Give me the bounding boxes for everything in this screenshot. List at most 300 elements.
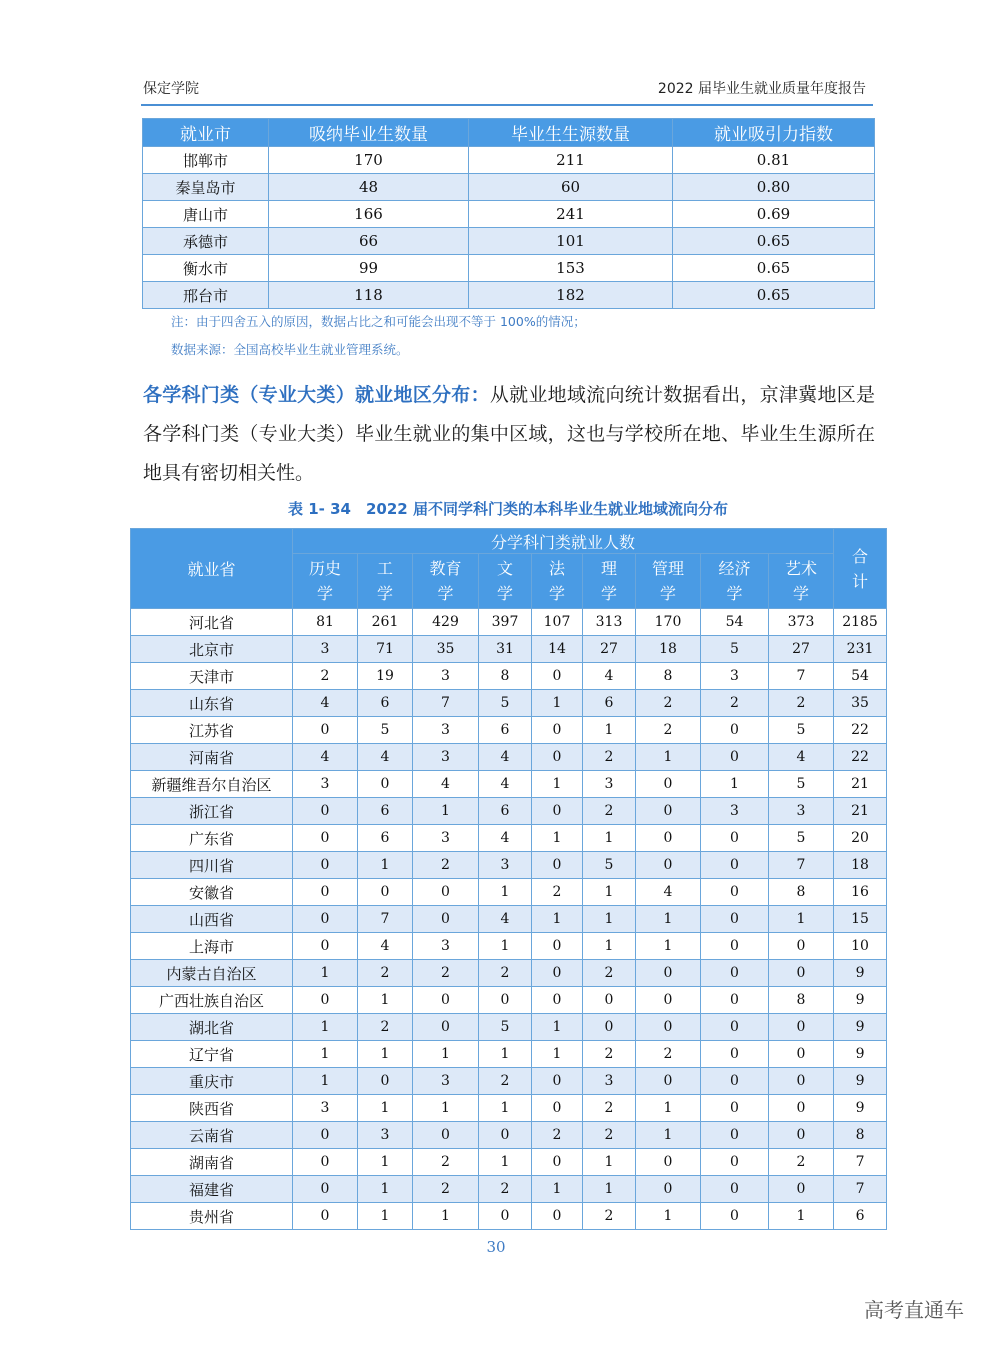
city-attraction-table	[142, 118, 875, 309]
table-cell: 0	[293, 1149, 358, 1176]
table-caption: 表 1- 34 2022 届不同学科门类的本科毕业生就业地域流向分布	[288, 500, 728, 518]
table-cell: 0	[769, 1122, 834, 1149]
table-cell: 0	[413, 987, 479, 1014]
city-name-cell: 衡水市	[143, 255, 269, 282]
table-cell: 66	[269, 228, 469, 255]
subject-header	[479, 554, 532, 609]
table-cell: 4	[769, 744, 834, 771]
table-cell: 7	[834, 1149, 887, 1176]
table-cell: 0	[479, 1122, 532, 1149]
city-col-header: 吸纳毕业生数量	[269, 119, 469, 147]
table-cell: 1	[479, 933, 532, 960]
table-cell: 0	[358, 1068, 413, 1095]
table-cell: 9	[834, 1014, 887, 1041]
table-row	[131, 1014, 887, 1041]
table-cell: 0	[293, 933, 358, 960]
table-cell: 3	[479, 852, 532, 879]
table-cell: 0	[413, 879, 479, 906]
table-cell: 14	[532, 636, 583, 663]
table-cell: 5	[769, 825, 834, 852]
header-report-title: 2022 届毕业生就业质量年度报告	[657, 81, 866, 97]
table-row	[131, 636, 887, 663]
table-cell: 6	[358, 825, 413, 852]
table-cell: 0	[293, 852, 358, 879]
table-row	[131, 1149, 887, 1176]
table-cell: 1	[358, 1149, 413, 1176]
province-name-cell: 浙江省	[131, 798, 293, 825]
table-cell: 3	[413, 1068, 479, 1095]
table-cell: 1	[293, 1068, 358, 1095]
table-cell: 5	[358, 717, 413, 744]
table-cell: 0	[636, 798, 701, 825]
table-row	[131, 1041, 887, 1068]
table-cell: 0.65	[673, 282, 875, 309]
table-row	[131, 879, 887, 906]
table-cell: 7	[358, 906, 413, 933]
table-row	[131, 933, 887, 960]
table-cell: 429	[413, 609, 479, 636]
province-name-cell: 福建省	[131, 1176, 293, 1203]
table-row	[131, 1203, 887, 1230]
table-cell: 0	[769, 960, 834, 987]
table-cell: 1	[413, 1095, 479, 1122]
table-cell: 0	[636, 1176, 701, 1203]
province-name-cell: 广东省	[131, 825, 293, 852]
table-cell: 5	[479, 690, 532, 717]
table-cell: 0	[636, 771, 701, 798]
table-cell: 5	[701, 636, 769, 663]
subject-table-header-row-1	[131, 529, 887, 554]
table-cell: 6	[479, 717, 532, 744]
table-cell: 0	[583, 1014, 636, 1041]
table-cell: 2	[636, 690, 701, 717]
province-name-cell: 安徽省	[131, 879, 293, 906]
table-cell: 0	[701, 1041, 769, 1068]
table-cell: 16	[834, 879, 887, 906]
table-cell: 4	[479, 771, 532, 798]
table-cell: 1	[479, 1095, 532, 1122]
table-cell: 9	[834, 987, 887, 1014]
table-row	[131, 906, 887, 933]
table-cell: 54	[834, 663, 887, 690]
table-cell: 1	[479, 1149, 532, 1176]
table-cell: 0	[358, 879, 413, 906]
table-cell: 99	[269, 255, 469, 282]
table-cell: 0	[479, 1203, 532, 1230]
table-cell: 182	[469, 282, 673, 309]
table-cell: 0	[636, 852, 701, 879]
table-cell: 1	[532, 690, 583, 717]
table-cell: 2	[413, 1176, 479, 1203]
table-cell: 3	[413, 825, 479, 852]
subject-header-line-1: 文	[496, 559, 513, 578]
table-cell: 0.65	[673, 255, 875, 282]
table-cell: 5	[583, 852, 636, 879]
table-cell: 0	[701, 1122, 769, 1149]
subject-header	[293, 554, 358, 609]
table-row	[131, 717, 887, 744]
table-cell: 0	[769, 1176, 834, 1203]
table-cell: 170	[269, 147, 469, 174]
table-cell: 0	[701, 1095, 769, 1122]
table-cell: 2	[769, 1149, 834, 1176]
table-cell: 373	[769, 609, 834, 636]
subject-header-line-2: 学	[376, 584, 393, 603]
table-cell: 1	[583, 879, 636, 906]
table-cell: 1	[358, 1095, 413, 1122]
city-col-header: 毕业生生源数量	[469, 119, 673, 147]
province-name-cell: 天津市	[131, 663, 293, 690]
table-row	[131, 1068, 887, 1095]
table-cell: 1	[413, 798, 479, 825]
table-cell: 1	[358, 852, 413, 879]
table-cell: 0	[636, 1068, 701, 1095]
table-cell: 2	[479, 1176, 532, 1203]
table-cell: 0	[413, 1014, 479, 1041]
province-name-cell: 北京市	[131, 636, 293, 663]
watermark: 高考直通车	[864, 1298, 964, 1322]
province-name-cell: 上海市	[131, 933, 293, 960]
table-cell: 2	[479, 1068, 532, 1095]
table-cell: 6	[583, 690, 636, 717]
table-cell: 2	[532, 1122, 583, 1149]
table-cell: 3	[413, 663, 479, 690]
city-name-cell: 唐山市	[143, 201, 269, 228]
table-cell: 1	[413, 1041, 479, 1068]
table-cell: 7	[769, 852, 834, 879]
table-cell: 1	[583, 933, 636, 960]
table-row	[131, 744, 887, 771]
table-cell: 9	[834, 960, 887, 987]
table-cell: 0	[769, 1041, 834, 1068]
table-cell: 4	[583, 663, 636, 690]
table-cell: 0	[358, 771, 413, 798]
table-cell: 0	[636, 1014, 701, 1041]
subject-header	[701, 554, 769, 609]
body-paragraph	[143, 376, 875, 493]
table-cell: 2	[413, 852, 479, 879]
total-header-line-2: 计	[852, 571, 869, 591]
table-cell: 9	[834, 1041, 887, 1068]
page-number: 30	[486, 1238, 506, 1256]
table-cell: 0	[636, 987, 701, 1014]
table-cell: 1	[358, 1203, 413, 1230]
table-cell: 4	[413, 771, 479, 798]
table-cell: 1	[413, 1203, 479, 1230]
subject-header-line-2: 学	[437, 584, 454, 603]
table-cell: 6	[358, 690, 413, 717]
total-header	[834, 529, 887, 609]
table-cell: 2	[636, 717, 701, 744]
table-cell: 31	[479, 636, 532, 663]
table-cell: 0	[532, 1149, 583, 1176]
table-cell: 8	[834, 1122, 887, 1149]
table-cell: 107	[532, 609, 583, 636]
table-cell: 0	[701, 1068, 769, 1095]
table-row	[143, 255, 875, 282]
table-row	[143, 201, 875, 228]
table-cell: 153	[469, 255, 673, 282]
table-row	[143, 174, 875, 201]
table-cell: 1	[479, 879, 532, 906]
table-cell: 3	[293, 771, 358, 798]
table-cell: 0	[701, 1149, 769, 1176]
table-cell: 0	[636, 1149, 701, 1176]
table-cell: 1	[479, 1041, 532, 1068]
table-cell: 60	[469, 174, 673, 201]
city-name-cell: 邢台市	[143, 282, 269, 309]
table-cell: 0	[532, 933, 583, 960]
table-cell: 0	[769, 1095, 834, 1122]
table-cell: 7	[769, 663, 834, 690]
table-cell: 3	[769, 798, 834, 825]
table-cell: 1	[636, 933, 701, 960]
table-cell: 10	[834, 933, 887, 960]
table-cell: 1	[583, 906, 636, 933]
subject-header-line-1: 历史	[308, 559, 341, 578]
table-cell: 0.69	[673, 201, 875, 228]
table-row	[131, 663, 887, 690]
table-cell: 0.80	[673, 174, 875, 201]
subject-group-header: 分学科门类就业人数	[293, 529, 834, 554]
subject-header-line-1: 法	[548, 559, 565, 578]
table-cell: 2	[583, 960, 636, 987]
province-name-cell: 新疆维吾尔自治区	[131, 771, 293, 798]
table-cell: 0	[701, 987, 769, 1014]
footnote-rounding: 注：由于四舍五入的原因，数据占比之和可能会出现不等于 100%的情况；	[171, 314, 586, 329]
table-row	[143, 228, 875, 255]
table-cell: 2185	[834, 609, 887, 636]
table-row	[131, 609, 887, 636]
table-cell: 20	[834, 825, 887, 852]
table-cell: 3	[358, 1122, 413, 1149]
province-name-cell: 河北省	[131, 609, 293, 636]
province-name-cell: 四川省	[131, 852, 293, 879]
table-cell: 313	[583, 609, 636, 636]
subject-header-line-2: 学	[548, 584, 565, 603]
table-cell: 1	[358, 987, 413, 1014]
subject-header	[769, 554, 834, 609]
table-cell: 1	[293, 1041, 358, 1068]
table-cell: 0	[769, 1068, 834, 1095]
total-header-line-1: 合	[852, 546, 869, 566]
table-cell: 1	[583, 1149, 636, 1176]
table-cell: 0	[532, 1068, 583, 1095]
table-cell: 1	[293, 1014, 358, 1041]
table-cell: 0	[701, 1014, 769, 1041]
table-cell: 3	[413, 717, 479, 744]
table-row	[143, 282, 875, 309]
subject-header-line-1: 理	[600, 559, 617, 578]
table-cell: 2	[583, 1041, 636, 1068]
province-header: 就业省	[131, 529, 293, 609]
subject-header-line-2: 学	[659, 584, 676, 603]
table-cell: 35	[834, 690, 887, 717]
table-cell: 101	[469, 228, 673, 255]
table-cell: 1	[532, 771, 583, 798]
table-row	[131, 771, 887, 798]
table-cell: 4	[479, 744, 532, 771]
table-cell: 9	[834, 1068, 887, 1095]
subject-header-line-2: 学	[600, 584, 617, 603]
table-cell: 2	[413, 960, 479, 987]
table-cell: 0	[532, 744, 583, 771]
table-cell: 2	[358, 1014, 413, 1041]
table-cell: 0	[532, 852, 583, 879]
subject-header	[358, 554, 413, 609]
table-cell: 1	[583, 717, 636, 744]
table-cell: 2	[701, 690, 769, 717]
table-row	[131, 1176, 887, 1203]
subject-header	[636, 554, 701, 609]
table-cell: 2	[583, 744, 636, 771]
table-cell: 27	[769, 636, 834, 663]
table-cell: 4	[293, 690, 358, 717]
province-name-cell: 云南省	[131, 1122, 293, 1149]
city-col-header: 就业吸引力指数	[673, 119, 875, 147]
table-cell: 0	[532, 798, 583, 825]
subject-header-line-2: 学	[496, 584, 513, 603]
table-cell: 8	[479, 663, 532, 690]
table-cell: 8	[636, 663, 701, 690]
table-cell: 1	[636, 906, 701, 933]
table-cell: 2	[583, 1095, 636, 1122]
table-cell: 0.81	[673, 147, 875, 174]
table-row	[131, 852, 887, 879]
table-cell: 3	[701, 663, 769, 690]
table-cell: 2	[293, 663, 358, 690]
province-name-cell: 湖北省	[131, 1014, 293, 1041]
subject-header-line-1: 经济	[718, 559, 751, 578]
table-cell: 0	[532, 1095, 583, 1122]
header-divider	[141, 104, 873, 106]
province-name-cell: 重庆市	[131, 1068, 293, 1095]
table-cell: 1	[636, 1203, 701, 1230]
table-cell: 22	[834, 744, 887, 771]
table-cell: 2	[583, 798, 636, 825]
table-cell: 0	[293, 798, 358, 825]
table-cell: 48	[269, 174, 469, 201]
subject-header	[413, 554, 479, 609]
city-table-header-row	[143, 119, 875, 147]
table-cell: 0	[701, 825, 769, 852]
table-cell: 166	[269, 201, 469, 228]
table-cell: 0	[701, 906, 769, 933]
table-cell: 170	[636, 609, 701, 636]
province-name-cell: 山东省	[131, 690, 293, 717]
table-cell: 1	[532, 906, 583, 933]
table-cell: 2	[636, 1041, 701, 1068]
table-cell: 0	[413, 906, 479, 933]
table-cell: 0	[293, 1203, 358, 1230]
city-name-cell: 承德市	[143, 228, 269, 255]
table-cell: 1	[583, 825, 636, 852]
table-cell: 0	[701, 1176, 769, 1203]
table-cell: 261	[358, 609, 413, 636]
table-cell: 0.65	[673, 228, 875, 255]
table-cell: 54	[701, 609, 769, 636]
table-cell: 18	[636, 636, 701, 663]
subject-header	[583, 554, 636, 609]
province-name-cell: 辽宁省	[131, 1041, 293, 1068]
table-cell: 118	[269, 282, 469, 309]
table-cell: 5	[769, 771, 834, 798]
province-name-cell: 江苏省	[131, 717, 293, 744]
table-cell: 9	[834, 1095, 887, 1122]
subject-region-table	[130, 528, 887, 1230]
table-cell: 8	[769, 879, 834, 906]
table-row	[131, 798, 887, 825]
table-cell: 4	[293, 744, 358, 771]
table-cell: 0	[701, 933, 769, 960]
table-cell: 0	[769, 933, 834, 960]
table-cell: 0	[636, 960, 701, 987]
subject-header-line-2: 学	[793, 584, 810, 603]
table-cell: 3	[583, 771, 636, 798]
table-row	[131, 1122, 887, 1149]
table-cell: 1	[769, 906, 834, 933]
table-cell: 0	[701, 1203, 769, 1230]
table-cell: 27	[583, 636, 636, 663]
subject-header	[532, 554, 583, 609]
table-cell: 8	[769, 987, 834, 1014]
table-cell: 0	[293, 1122, 358, 1149]
table-cell: 21	[834, 798, 887, 825]
table-cell: 241	[469, 201, 673, 228]
paragraph-lead: 各学科门类（专业大类）就业地区分布：	[143, 384, 490, 406]
table-cell: 7	[834, 1176, 887, 1203]
table-cell: 397	[479, 609, 532, 636]
table-cell: 7	[413, 690, 479, 717]
table-cell: 19	[358, 663, 413, 690]
table-cell: 6	[479, 798, 532, 825]
table-cell: 4	[358, 933, 413, 960]
table-cell: 3	[583, 1068, 636, 1095]
table-cell: 71	[358, 636, 413, 663]
subject-header-line-1: 工	[376, 559, 393, 578]
table-cell: 0	[532, 1203, 583, 1230]
table-cell: 3	[293, 1095, 358, 1122]
table-cell: 5	[479, 1014, 532, 1041]
table-cell: 3	[293, 636, 358, 663]
table-cell: 1	[583, 1176, 636, 1203]
table-cell: 1	[532, 1176, 583, 1203]
subject-header-line-2: 学	[726, 584, 743, 603]
city-col-header: 就业市	[143, 119, 269, 147]
province-name-cell: 陕西省	[131, 1095, 293, 1122]
province-name-cell: 广西壮族自治区	[131, 987, 293, 1014]
table-row	[143, 147, 875, 174]
table-cell: 22	[834, 717, 887, 744]
table-cell: 4	[358, 744, 413, 771]
subject-header-line-1: 管理	[651, 559, 684, 578]
table-cell: 1	[769, 1203, 834, 1230]
table-cell: 0	[293, 825, 358, 852]
table-cell: 1	[532, 825, 583, 852]
table-cell: 0	[701, 717, 769, 744]
table-cell: 0	[293, 879, 358, 906]
table-cell: 4	[479, 906, 532, 933]
table-cell: 2	[479, 960, 532, 987]
city-name-cell: 邯郸市	[143, 147, 269, 174]
province-name-cell: 贵州省	[131, 1203, 293, 1230]
province-name-cell: 湖南省	[131, 1149, 293, 1176]
table-cell: 1	[636, 1122, 701, 1149]
table-cell: 0	[583, 987, 636, 1014]
table-cell: 6	[834, 1203, 887, 1230]
table-cell: 2	[583, 1122, 636, 1149]
table-cell: 0	[293, 906, 358, 933]
